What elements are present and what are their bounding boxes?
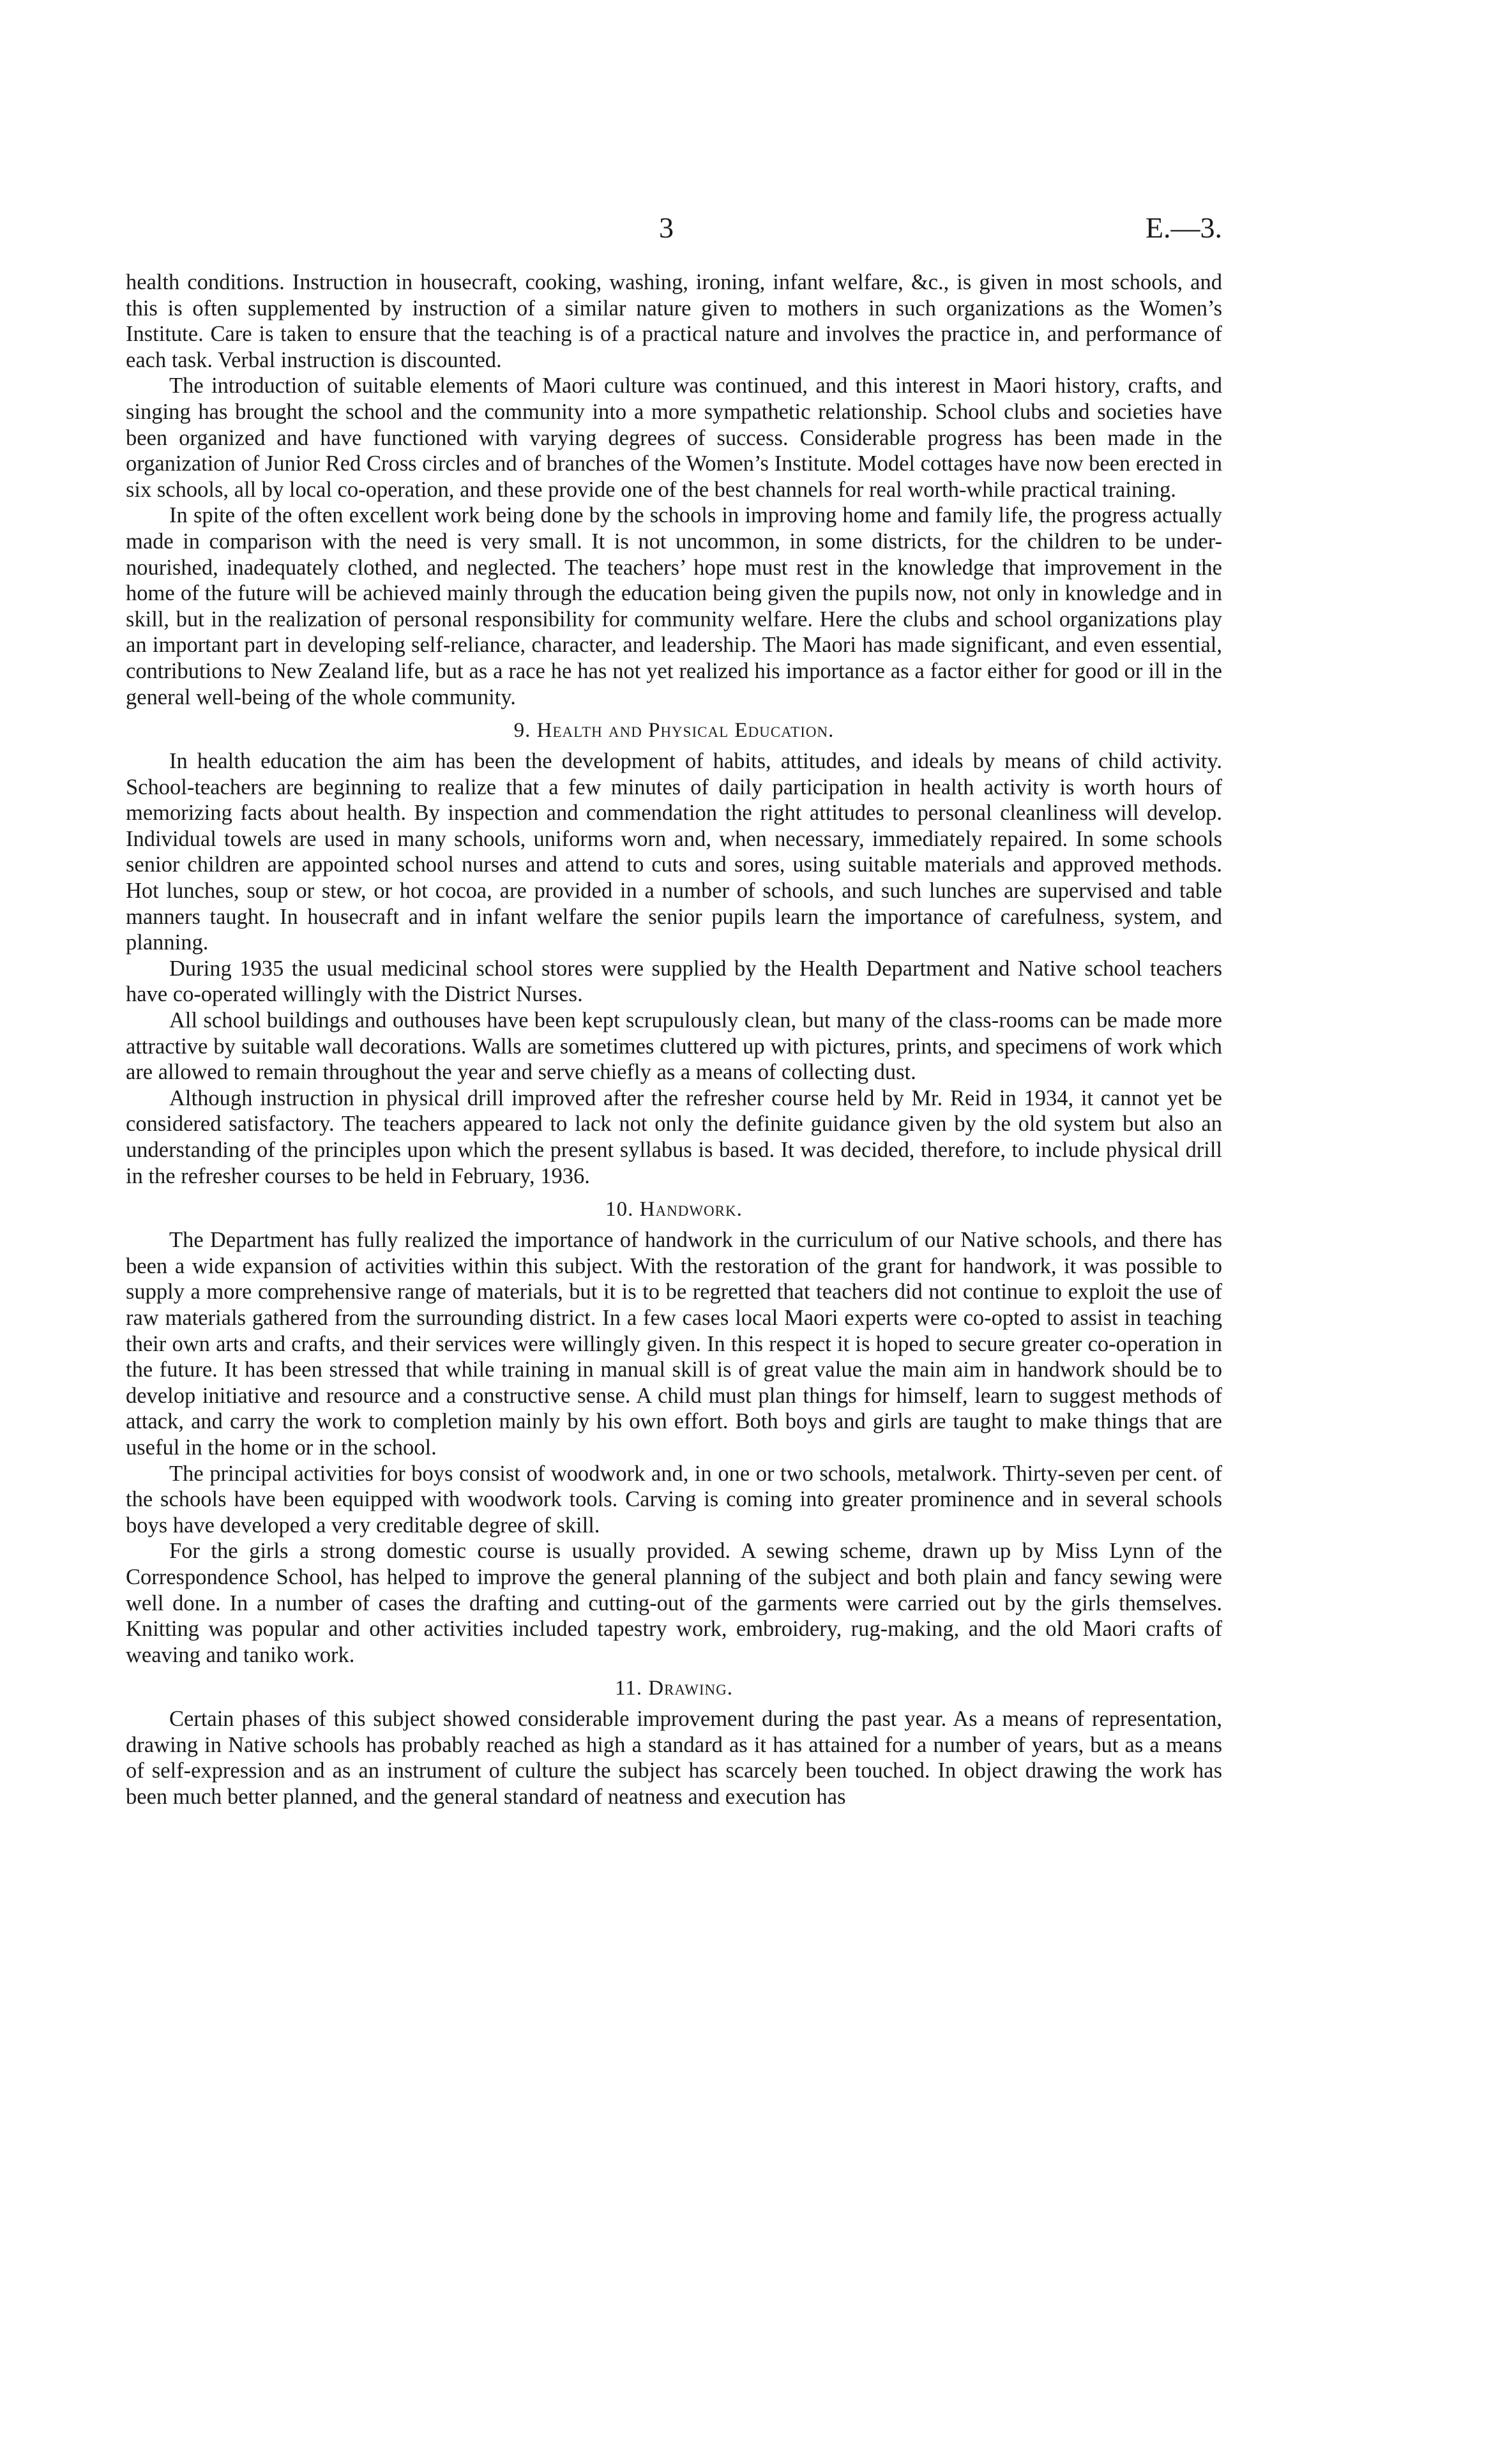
paragraph-physical-drill: Although instruction in physical drill improved after the refresher course held by Mr. Reid in 1934, it cannot yet be considered satisfactory. The teachers appeared to lack not only the definite guidance given by the old system but also an understanding of the principles upon which the present syllabus is based. It was decided, therefore, to include physical drill in the refresher courses to be held in February, 1936.: [126, 1085, 1222, 1188]
section-heading-drawing: 11. Drawing.: [614, 1677, 734, 1700]
paragraph-medicinal-stores: During 1935 the usual medicinal school stores were supplied by the Health Department and Native school teachers have co-operated willingly with the District Nurses.: [126, 956, 1222, 1007]
paragraph-girls-activities: For the girls a strong domestic course is usually provided. A sewing scheme, drawn up by Miss Lynn of the Correspondence School, has helped to improve the general planning of the subject and both plain and fancy sewing were well done. In a number of cases the drafting and cutting-out of the garments were carried out by the girls themselves. Knitting was popular and other activities included tapestry work, embroidery, rug-making, and the old Maori crafts of weaving and taniko work.: [126, 1539, 1222, 1667]
paragraph-boys-activities: The principal activities for boys consist of woodwork and, in one or two schools, metalwork. Thirty-seven per cent. of the schools have been equipped with woodwork tools. Carving is coming into greater prominence and in several schools boys have developed a very creditable degree of skill.: [126, 1461, 1222, 1538]
document-reference: E.—3.: [1145, 211, 1222, 244]
paragraph-home-family-life: In spite of the often excellent work being done by the schools in improving home and family life, the progress actually made in comparison with the need is very small. It is not uncommon, in some districts, for the children to be under-nourished, inadequately clothed, and neglected. The teachers’ hope must rest in the knowledge that improvement in the home of the future will be achieved mainly through the education being given the pupils now, not only in knowledge and in skill, but in the realization of personal responsibility for community welfare. Here the clubs and school organizations play an important part in developing self-reliance, character, and leadership. The Maori has made significant, and even essential, contributions to New Zealand life, but as a race he has not yet realized his importance as a factor either for good or ill in the general well-being of the whole community.: [126, 503, 1222, 709]
section-heading-health-physical-education: 9. Health and Physical Education.: [513, 719, 835, 743]
paragraph-drawing: Certain phases of this subject showed considerable improvement during the past year. As a means of representation, drawing in Native schools has probably reached as high a standard as it has attained for a number of years, but as a means of self-expression and as an instrument of culture the subject has scarcely been touched. In object drawing the work has been much better planned, and the general standard of neatness and execution has: [126, 1707, 1222, 1810]
paragraph-health-conditions: health conditions. Instruction in housecraft, cooking, washing, ironing, infant welfare, &c., is given in most schools, and this is often supplemented by instruction of a similar nature given to mothers in such organizations as the Women’s Institute. Care is taken to ensure that the teaching is of a practical nature and involves the practice in, and performance of each task. Verbal instruction is discounted.: [126, 270, 1222, 372]
paragraph-maori-culture: The introduction of suitable elements of Maori culture was continued, and this interest in Maori history, crafts, and singing has brought the school and the community into a more sympathetic relationship. School clubs and societies have been organized and have functioned with varying degrees of success. Considerable progress has been made in the organization of Junior Red Cross circles and of branches of the Women’s Institute. Model cottages have now been erected in six schools, all by local co-operation, and these provide one of the best channels for real worth-while practical training.: [126, 374, 1222, 502]
page-number: 3: [659, 211, 674, 244]
paragraph-school-buildings: All school buildings and outhouses have been kept scrupulously clean, but many of the class-rooms can be made more attractive by suitable wall decorations. Walls are sometimes cluttered up with pictures, prints, and specimens of work which are allowed to remain throughout the year and serve chiefly as a means of collecting dust.: [126, 1008, 1222, 1085]
page-header: [126, 211, 1222, 255]
paragraph-handwork-importance: The Department has fully realized the importance of handwork in the curriculum of our Native schools, and there has been a wide expansion of activities within this subject. With the restoration of the grant for handwork, it was possible to supply a more comprehensive range of materials, but it is to be regretted that teachers did not continue to exploit the use of raw materials gathered from the surrounding district. In a few cases local Maori experts were co-opted to assist in teaching their own arts and crafts, and their services were willingly given. In this respect it is hoped to secure greater co-operation in the future. It has been stressed that while training in manual skill is of great value the main aim in handwork should be to develop initiative and resource and a constructive sense. A child must plan things for himself, learn to suggest methods of attack, and carry the work to completion mainly by his own effort. Both boys and girls are taught to make things that are useful in the home or in the school.: [126, 1228, 1222, 1460]
paragraph-health-education: In health education the aim has been the development of habits, attitudes, and ideals by means of child activity. School-teachers are beginning to realize that a few minutes of daily participation in health activity is worth hours of memorizing facts about health. By inspection and commendation the right attitudes to personal cleanliness will develop. Individual towels are used in many schools, uniforms worn and, when necessary, immediately repaired. In some schools senior children are appointed school nurses and attend to cuts and sores, using suitable materials and approved methods. Hot lunches, soup or stew, or hot cocoa, are provided in a number of schools, and such lunches are supervised and table manners taught. In housecraft and in infant welfare the senior pupils learn the importance of carefulness, system, and planning.: [126, 749, 1222, 955]
section-heading-handwork: 10. Handwork.: [605, 1198, 743, 1221]
body-text: [126, 269, 1222, 1810]
